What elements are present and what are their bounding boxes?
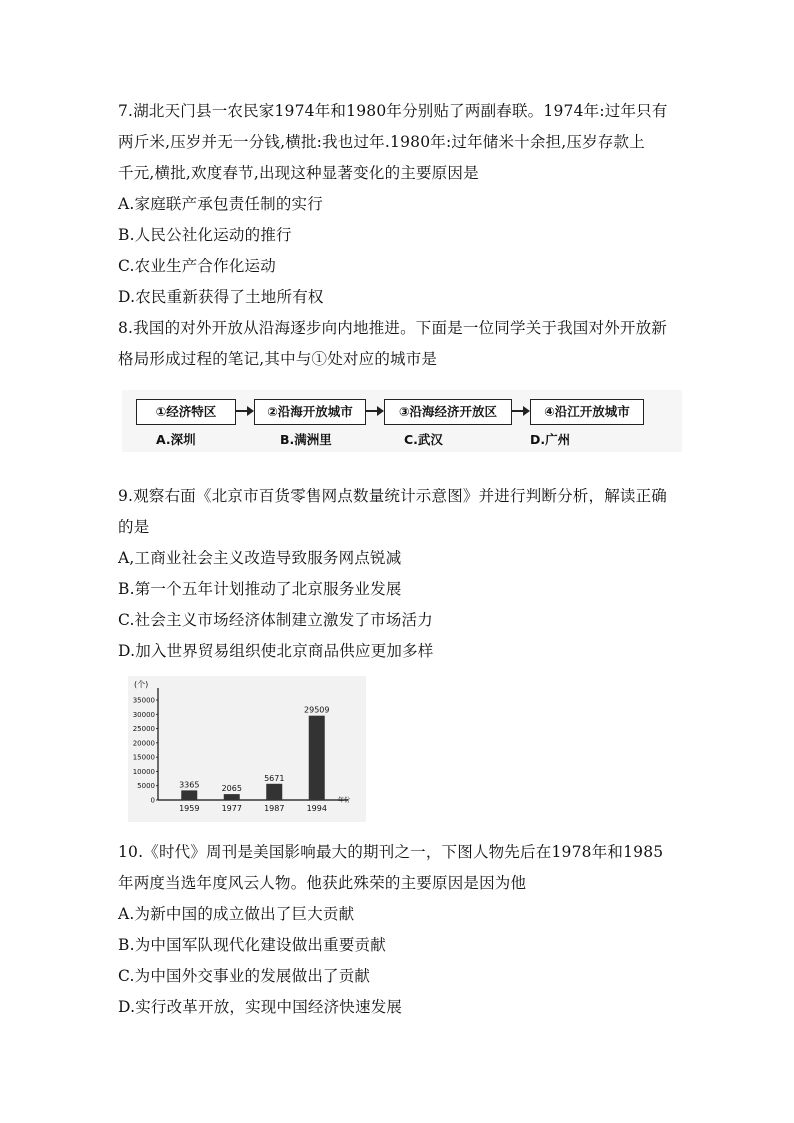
y-axis-label: (个): [134, 680, 149, 689]
bar-1959: [181, 790, 197, 800]
y-tick-label-4: 20000: [132, 739, 155, 748]
y-tick-label-6: 30000: [132, 710, 155, 719]
bar-1987: [266, 784, 282, 800]
y-tick-label-3: 15000: [132, 753, 155, 762]
q7-stem-line-1: 7.湖北天门县一农民家1974年和1980年分别贴了两副春联。1974年:过年只有: [118, 102, 668, 120]
q10-stem-line-1: 10.《时代》周刊是美国影响最大的期刊之一，下图人物先后在1978年和1985: [118, 843, 664, 861]
flow-arrow-1: [236, 410, 248, 412]
flow-arrow-2: [366, 410, 378, 412]
x-axis-label: 年份: [338, 797, 351, 804]
q9-stem-line-1: 9.观察右面《北京市百货零售网点数量统计示意图》并进行判断分析，解读正确: [118, 487, 667, 505]
x-tick-label-1959: 1959: [179, 804, 200, 813]
q10-option-a: A.为新中国的成立做出了巨大贡献: [118, 905, 355, 923]
bar-1994: [309, 716, 325, 800]
q7-stem-line-3: 千元,横批,欢度春节,出现这种显著变化的主要原因是: [118, 164, 479, 182]
x-tick-label-1977: 1977: [221, 804, 242, 813]
q10-option-b: B.为中国军队现代化建设做出重要贡献: [118, 936, 386, 954]
q9-option-d: D.加入世界贸易组织使北京商品供应更加多样: [118, 642, 434, 660]
flow-option-b: B.满洲里: [280, 432, 332, 447]
q7-option-b: B.人民公社化运动的推行: [118, 226, 292, 244]
y-tick-label-5: 25000: [132, 725, 155, 734]
bar-1977: [224, 794, 240, 800]
y-tick-label-2: 10000: [132, 767, 155, 776]
flow-box-3: ③沿海经济开放区: [384, 399, 512, 425]
q8-stem-line-1: 8.我国的对外开放从沿海逐步向内地推进。下面是一位同学关于我国对外开放新: [118, 319, 667, 337]
retail-outlets-bar-chart: [128, 676, 366, 822]
q10-option-d: D.实行改革开放，实现中国经济快速发展: [118, 998, 403, 1016]
bar-value-label-1977: 2065: [221, 784, 242, 794]
q7-option-d: D.农民重新获得了土地所有权: [118, 288, 324, 306]
q7-stem-line-2: 两斤米,压岁并无一分钱,横批:我也过年.1980年:过年储米十余担,压岁存款上: [118, 133, 645, 151]
flow-box-1: ①经济特区: [136, 399, 236, 425]
flow-option-a: A.深圳: [156, 432, 196, 447]
q7-option-a: A.家庭联产承包责任制的实行: [118, 195, 323, 213]
open-up-flow-diagram: [122, 390, 682, 452]
bar-value-label-1994: 29509: [304, 705, 330, 715]
flow-box-2: ②沿海开放城市: [254, 399, 366, 425]
q9-option-c: C.社会主义市场经济体制建立激发了市场活力: [118, 611, 433, 629]
q9-option-b: B.第一个五年计划推动了北京服务业发展: [118, 580, 402, 598]
bar-value-label-1987: 5671: [264, 773, 285, 783]
flow-arrow-3: [512, 410, 524, 412]
y-tick-label-7: 35000: [132, 696, 155, 705]
y-tick-label-0: 0: [150, 796, 155, 805]
flow-option-d: D.广州: [530, 432, 571, 447]
x-tick-label-1987: 1987: [264, 804, 285, 813]
y-tick-label-1: 5000: [137, 782, 155, 791]
q7-option-c: C.农业生产合作化运动: [118, 257, 276, 275]
bar-value-label-1959: 3365: [179, 780, 200, 790]
q10-option-c: C.为中国外交事业的发展做出了贡献: [118, 967, 371, 985]
q9-stem-line-2: 的是: [118, 518, 150, 536]
q9-option-a: A,工商业社会主义改造导致服务网点锐减: [118, 549, 402, 567]
flow-option-c: C.武汉: [404, 432, 443, 447]
flow-box-4: ④沿江开放城市: [530, 399, 644, 425]
q8-stem-line-2: 格局形成过程的笔记,其中与①处对应的城市是: [118, 350, 438, 368]
chart-svg: [128, 676, 366, 822]
q10-stem-line-2: 年两度当选年度风云人物。他获此殊荣的主要原因是因为他: [118, 874, 527, 892]
x-tick-label-1994: 1994: [306, 804, 327, 813]
